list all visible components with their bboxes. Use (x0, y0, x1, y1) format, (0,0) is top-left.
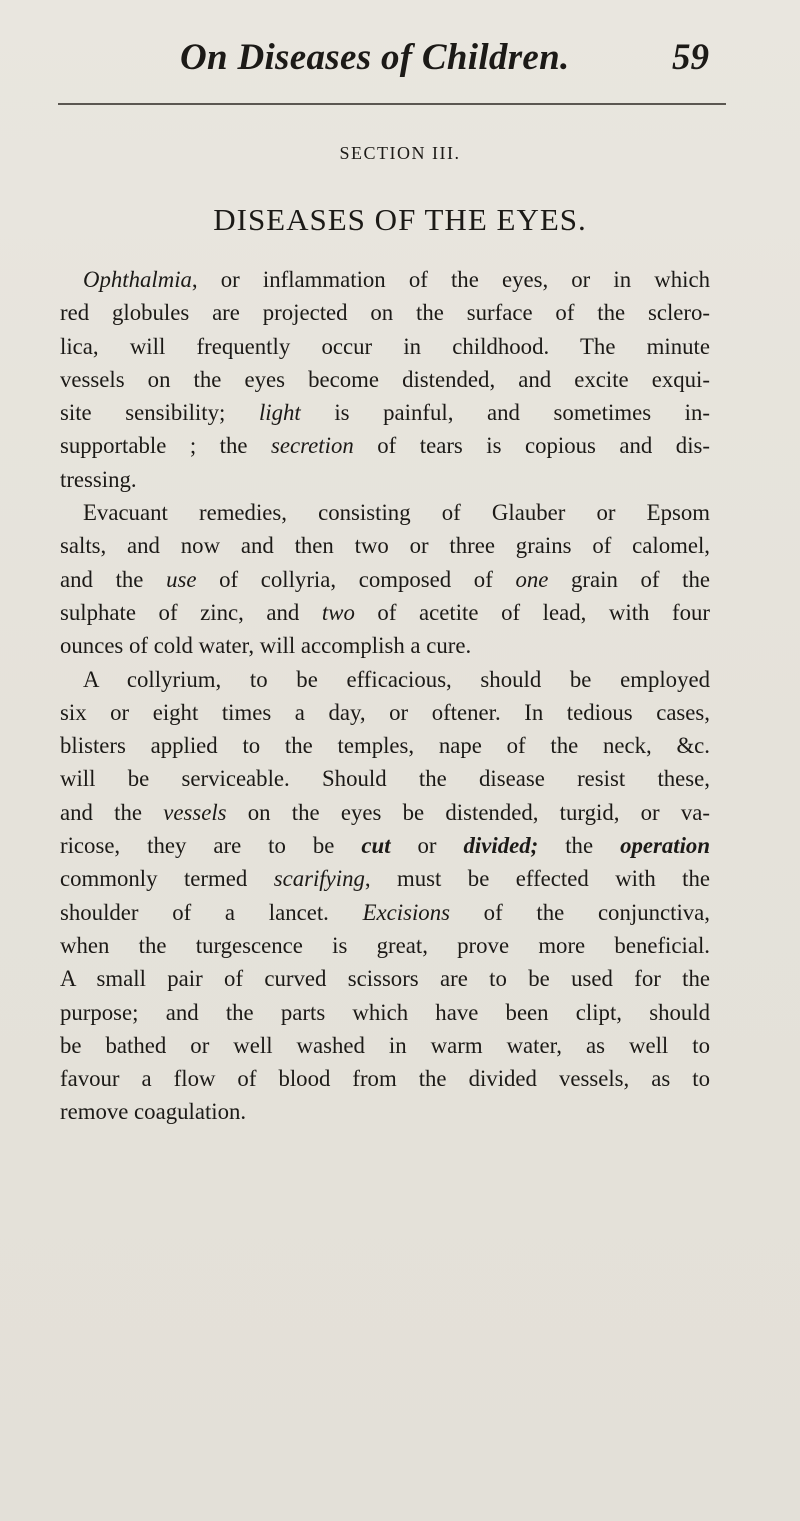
text-run: lica, will frequently occur in childhood. The minute (60, 333, 710, 359)
text-line (60, 996, 710, 1029)
text-run: of tears is copious and dis- (353, 433, 710, 459)
text-run: the (538, 833, 621, 859)
text-line (60, 1062, 710, 1095)
text-run: and the (60, 566, 167, 592)
emphasized-text: secretion (271, 433, 354, 459)
running-title: On Diseases of Children. (180, 37, 570, 78)
emphasized-text: cut (361, 833, 391, 859)
text-line (60, 1095, 710, 1128)
text-run: commonly termed (60, 866, 274, 892)
text-run: will be serviceable. Should the disease resist these, (60, 766, 710, 792)
text-run: , or inflammation of the eyes, or in which (191, 267, 710, 292)
text-line (60, 596, 710, 629)
paragraph (60, 496, 710, 662)
text-run: grain of the (548, 566, 710, 592)
section-title: DISEASES OF THE EYES. (213, 202, 587, 237)
text-run: is painful, and sometimes in- (300, 400, 710, 426)
text-run: purpose; and the parts which have been clipt, should (60, 999, 710, 1025)
paragraph (60, 663, 710, 1129)
paragraph (60, 263, 710, 496)
text-line (60, 729, 710, 762)
text-line (60, 396, 710, 429)
text-run: vessels on the eyes become distended, and excite exqui- (60, 366, 710, 392)
text-run: ricose, they are to be (60, 833, 362, 859)
text-line (60, 762, 710, 795)
text-run: supportable ; the (60, 433, 272, 459)
emphasized-text: divided; (463, 833, 539, 859)
text-line (60, 929, 710, 962)
text-line (60, 829, 710, 862)
text-run: of the conjunctiva, (449, 899, 710, 925)
text-line (60, 1029, 710, 1062)
text-run: and the (60, 799, 164, 825)
text-run: of collyria, composed of (196, 566, 516, 592)
text-run: tressing. (60, 466, 137, 492)
emphasized-text: operation (620, 833, 710, 859)
text-line (60, 296, 710, 329)
text-run: remove coagulation. (60, 1099, 247, 1125)
emphasized-text: vessels (163, 799, 227, 825)
text-run: or (390, 833, 464, 859)
text-run: site sensibility; (60, 400, 259, 426)
text-line (60, 696, 710, 729)
emphasized-text: Excisions (362, 899, 450, 925)
text-run: A small pair of curved scissors are to be used for the (60, 966, 710, 992)
text-line (60, 962, 710, 995)
text-line (60, 330, 710, 363)
running-head (0, 36, 800, 96)
text-run: Evacuant remedies, consisting of Glauber or Epsom (83, 500, 710, 526)
text-line (60, 263, 710, 296)
emphasized-text: use (166, 566, 197, 592)
text-run: sulphate of zinc, and (60, 599, 322, 625)
text-run: red globules are projected on the surface of the sclero- (60, 300, 710, 326)
text-run: of acetite of lead, with four (354, 599, 710, 625)
text-run: on the eyes be distended, turgid, or va- (226, 799, 710, 825)
text-run: favour a flow of blood from the divided vessels, as to (60, 1066, 710, 1092)
text-line (60, 563, 710, 596)
emphasized-text: two (321, 599, 355, 625)
text-line (60, 663, 710, 696)
text-run: be bathed or well washed in warm water, as well to (60, 1032, 710, 1058)
text-run: , must be effected with the (364, 866, 710, 892)
text-line (60, 796, 710, 829)
text-run: salts, and now and then two or three grains of calomel, (60, 533, 710, 559)
text-run: six or eight times a day, or oftener. In tedious cases, (60, 699, 710, 725)
text-run: shoulder of a lancet. (60, 899, 363, 925)
text-line (60, 463, 710, 496)
text-line (60, 862, 710, 895)
emphasized-text: light (258, 400, 301, 426)
text-run: ounces of cold water, will accomplish a cure. (60, 633, 472, 659)
text-line (60, 896, 710, 929)
text-run: A collyrium, to be efficacious, should be employed (83, 666, 710, 692)
body-text (60, 263, 710, 1129)
text-line (60, 363, 710, 396)
emphasized-text: scarifying (273, 866, 365, 892)
text-run: when the turgescence is great, prove more beneficial. (60, 932, 710, 958)
text-line (60, 429, 710, 462)
text-line (60, 496, 710, 529)
text-line (60, 629, 710, 662)
page-number: 59 (672, 37, 709, 78)
emphasized-text: one (515, 566, 549, 592)
emphasized-text: Ophthalmia (83, 267, 192, 292)
text-run: blisters applied to the temples, nape of the neck, &c. (60, 733, 710, 759)
section-label: SECTION III. (339, 143, 461, 163)
header-rule (58, 103, 726, 105)
text-line (60, 529, 710, 562)
